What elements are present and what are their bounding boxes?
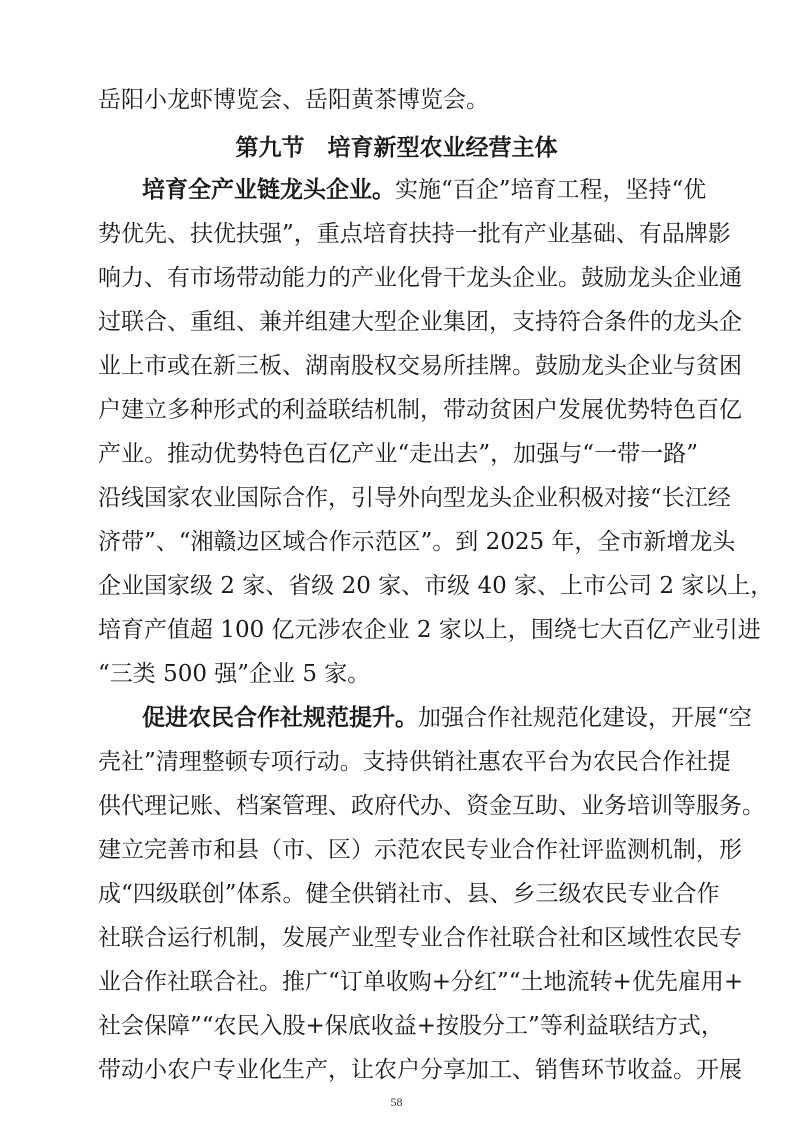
para2-line-2: 壳社”清理整顿专项行动。支持供销社惠农平台为农民合作社提 (98, 749, 731, 775)
para2-line-7: 业合作社联合社。推广“订单收购+分红”“土地流转+优先雇用+ (98, 969, 744, 995)
section-heading: 第九节 培育新型农业经营主体 (235, 135, 558, 161)
para1-line-9: 济带”、“湘赣边区域合作示范区”。到 2025 年，全市新增龙头 (98, 529, 736, 555)
para2-line-4: 建立完善市和县（市、区）示范农民专业合作社评监测机制，形 (98, 837, 742, 863)
para2-line-1: 促进农民合作社规范提升。加强合作社规范化建设，开展“空 (142, 705, 752, 731)
para1-line-8: 沿线国家农业国际合作，引导外向型龙头企业积极对接“长江经 (98, 485, 731, 511)
intro-line: 岳阳小龙虾博览会、岳阳黄茶博览会。 (98, 87, 489, 113)
para1-line-6: 户建立多种形式的利益联结机制，带动贫困户发展优势特色百亿 (98, 397, 742, 423)
para2-line-5: 成“四级联创”体系。健全供销社市、县、乡三级农民专业合作 (98, 881, 720, 907)
para2-line-9: 带动小农户专业化生产，让农户分享加工、销售环节收益。开展 (98, 1057, 742, 1083)
para1-line-1: 培育全产业链龙头企业。实施“百企”培育工程，坚持“优 (142, 177, 707, 203)
para1-line-7: 产业。推动优势特色百亿产业“走出去”，加强与“一带一路” (98, 441, 698, 467)
para1-line-2: 势优先、扶优扶强”，重点培育扶持一批有产业基础、有品牌影 (98, 221, 731, 247)
para1-line-5: 业上市或在新三板、湖南股权交易所挂牌。鼓励龙头企业与贫困 (98, 353, 742, 379)
para2-line-6: 社联合运行机制，发展产业型专业合作社联合社和区域性农民专 (98, 925, 742, 951)
para1-lead: 培育全产业链龙头企业。 (142, 177, 395, 203)
para1-line-12: “三类 500 强”企业 5 家。 (98, 661, 371, 687)
page-number: 58 (390, 1095, 403, 1109)
para2-line-3: 供代理记账、档案管理、政府代办、资金互助、业务培训等服务。 (98, 793, 765, 819)
para1-line-3: 响力、有市场带动能力的产业化骨干龙头企业。鼓励龙头企业通 (98, 265, 742, 291)
para1-line-4: 过联合、重组、兼并组建大型企业集团，支持符合条件的龙头企 (98, 309, 742, 335)
para2-lead: 促进农民合作社规范提升。 (142, 705, 418, 731)
para1-line-10: 企业国家级 2 家、省级 20 家、市级 40 家、上市公司 2 家以上， (98, 573, 774, 599)
para1-line-11: 培育产值超 100 亿元涉农企业 2 家以上，围绕七大百亿产业引进 (98, 617, 761, 643)
para2-line-8: 社会保障”“农民入股+保底收益+按股分工”等利益联结方式， (98, 1013, 724, 1039)
